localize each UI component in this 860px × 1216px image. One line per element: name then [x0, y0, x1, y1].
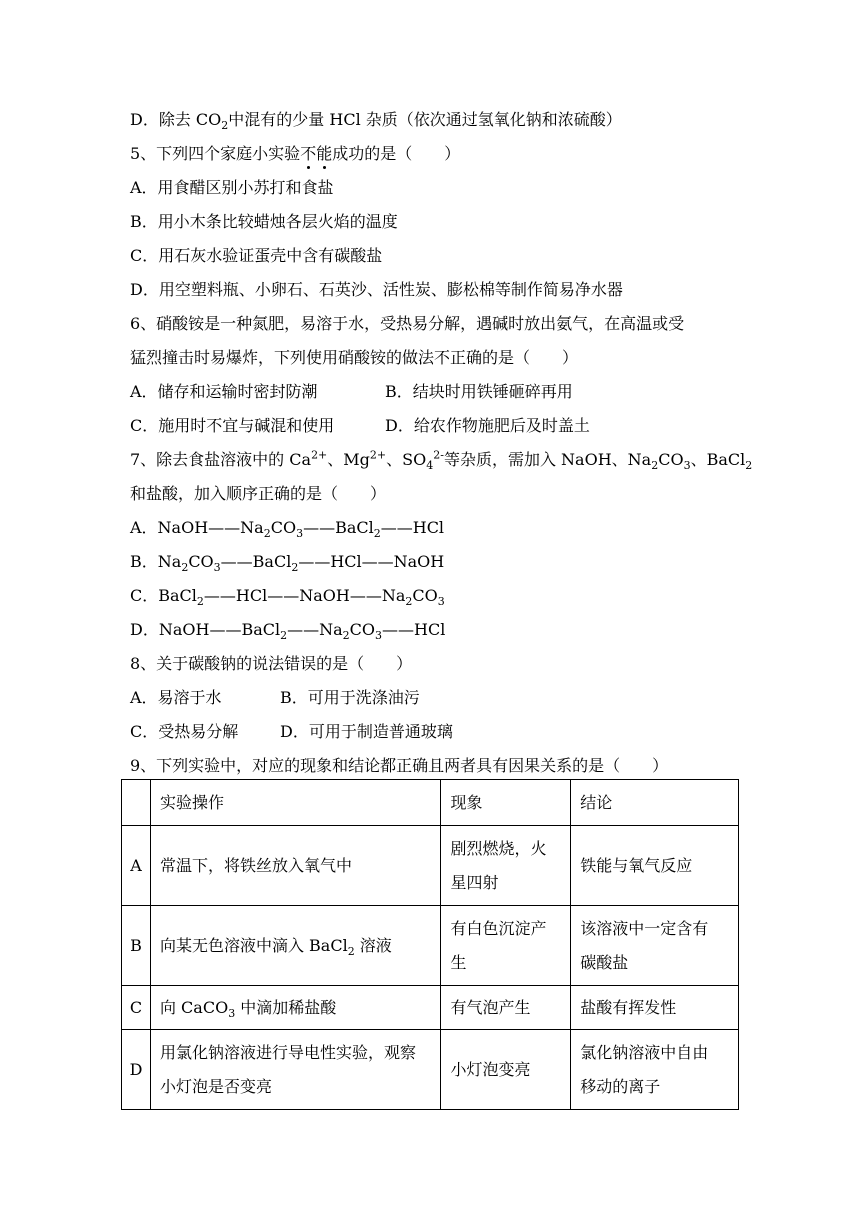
table-header-cell: 现象 — [441, 780, 571, 826]
row-label: A — [122, 826, 151, 906]
operation-cell: 常温下，将铁丝放入氧气中 — [150, 826, 441, 906]
table-row — [122, 906, 739, 986]
phenomenon-cell: 小灯泡变亮 — [441, 1030, 571, 1110]
conclusion-cell: 氯化钠溶液中自由 移动的离子 — [571, 1030, 739, 1110]
q8-option-c: C．受热易分解 — [130, 722, 239, 741]
q5-option-a: A．用食醋区别小苏打和食盐 — [130, 178, 334, 197]
q6-option-a: A．储存和运输时密封防潮 — [130, 382, 318, 401]
q6-option-b: B．结块时用铁锤砸碎再用 — [385, 382, 573, 401]
q5-stem: 5、下列四个家庭小实验不能成功的是（ ） — [130, 144, 461, 163]
phenomenon-cell: 剧烈燃烧，火 星四射 — [441, 826, 571, 906]
q6-stem-line1: 6、硝酸铵是一种氮肥，易溶于水，受热易分解，遇碱时放出氨气，在高温或受 — [130, 314, 685, 333]
q7-option-a: A．$NaOH——Na_2CO_3——BaCl_2——HCl$ — [130, 518, 445, 541]
q5-option-d: D．用空塑料瓶、小卵石、石英沙、活性炭、膨松棉等制作简易净水器 — [130, 280, 623, 299]
table-header-row — [122, 780, 739, 826]
row-label: D — [122, 1030, 151, 1110]
emphasis-char: 不 — [300, 144, 317, 163]
q7-stem-line1: 7、除去食盐溶液中的 $Ca^{2+}$、$Mg^{2+}$、$SO_4^{2-}$等杂质，需加入 NaOH、$Na_2CO_3$、BaCl$_2$ — [130, 448, 753, 473]
operation-cell: 用氯化钠溶液进行导电性实验，观察 小灯泡是否变亮 — [150, 1030, 441, 1110]
q7-stem-line2: 和盐酸，加入顺序正确的是（ ） — [130, 484, 387, 503]
table-row — [122, 826, 739, 906]
q5-option-c: C．用石灰水验证蛋壳中含有碳酸盐 — [130, 246, 383, 265]
emphasis-char: 能 — [316, 144, 333, 163]
q8-option-b: B．可用于洗涤油污 — [280, 688, 420, 707]
table-header-cell: 结论 — [571, 780, 739, 826]
q9-stem: 9、下列实验中，对应的现象和结论都正确且两者具有因果关系的是（ ） — [130, 756, 669, 775]
table-row — [122, 1030, 739, 1110]
q7-option-d: D．$NaOH——BaCl_2——Na_2CO_3——HCl$ — [130, 620, 446, 643]
q6-option-d: D．给农作物施肥后及时盖土 — [385, 416, 590, 435]
row-label: B — [122, 906, 151, 986]
row-label: C — [122, 986, 151, 1030]
q8-option-d: D．可用于制造普通玻璃 — [280, 722, 453, 741]
phenomenon-cell: 有气泡产生 — [441, 986, 571, 1030]
q8-stem: 8、关于碳酸钠的说法错误的是（ ） — [130, 654, 413, 673]
conclusion-cell: 该溶液中一定含有 碳酸盐 — [571, 906, 739, 986]
phenomenon-cell: 有白色沉淀产 生 — [441, 906, 571, 986]
q5-option-b: B．用小木条比较蜡烛各层火焰的温度 — [130, 212, 398, 231]
conclusion-cell: 铁能与氧气反应 — [571, 826, 739, 906]
experiment-table — [121, 779, 739, 1110]
q4-option-d: D．除去 $CO_2$中混有的少量 HCl 杂质（依次通过氢氧化钠和浓硫酸） — [130, 110, 622, 133]
q6-stem-line2: 猛烈撞击时易爆炸，下列使用硝酸铵的做法不正确的是（ ） — [130, 348, 579, 367]
q7-option-b: B．$Na_2CO_3——BaCl_2——HCl——NaOH$ — [130, 552, 445, 575]
table-header-cell — [122, 780, 151, 826]
operation-cell: 向 CaCO$_3$ 中滴加稀盐酸 — [150, 986, 441, 1030]
q7-option-c: C．$BaCl_2——HCl——NaOH——Na_2CO_3$ — [130, 586, 445, 609]
operation-cell: 向某无色溶液中滴入 BaCl$_2$ 溶液 — [150, 906, 441, 986]
conclusion-cell: 盐酸有挥发性 — [571, 986, 739, 1030]
table-header-cell: 实验操作 — [150, 780, 441, 826]
q6-option-c: C．施用时不宜与碱混和使用 — [130, 416, 335, 435]
table-row — [122, 986, 739, 1030]
q8-option-a: A．易溶于水 — [130, 688, 222, 707]
